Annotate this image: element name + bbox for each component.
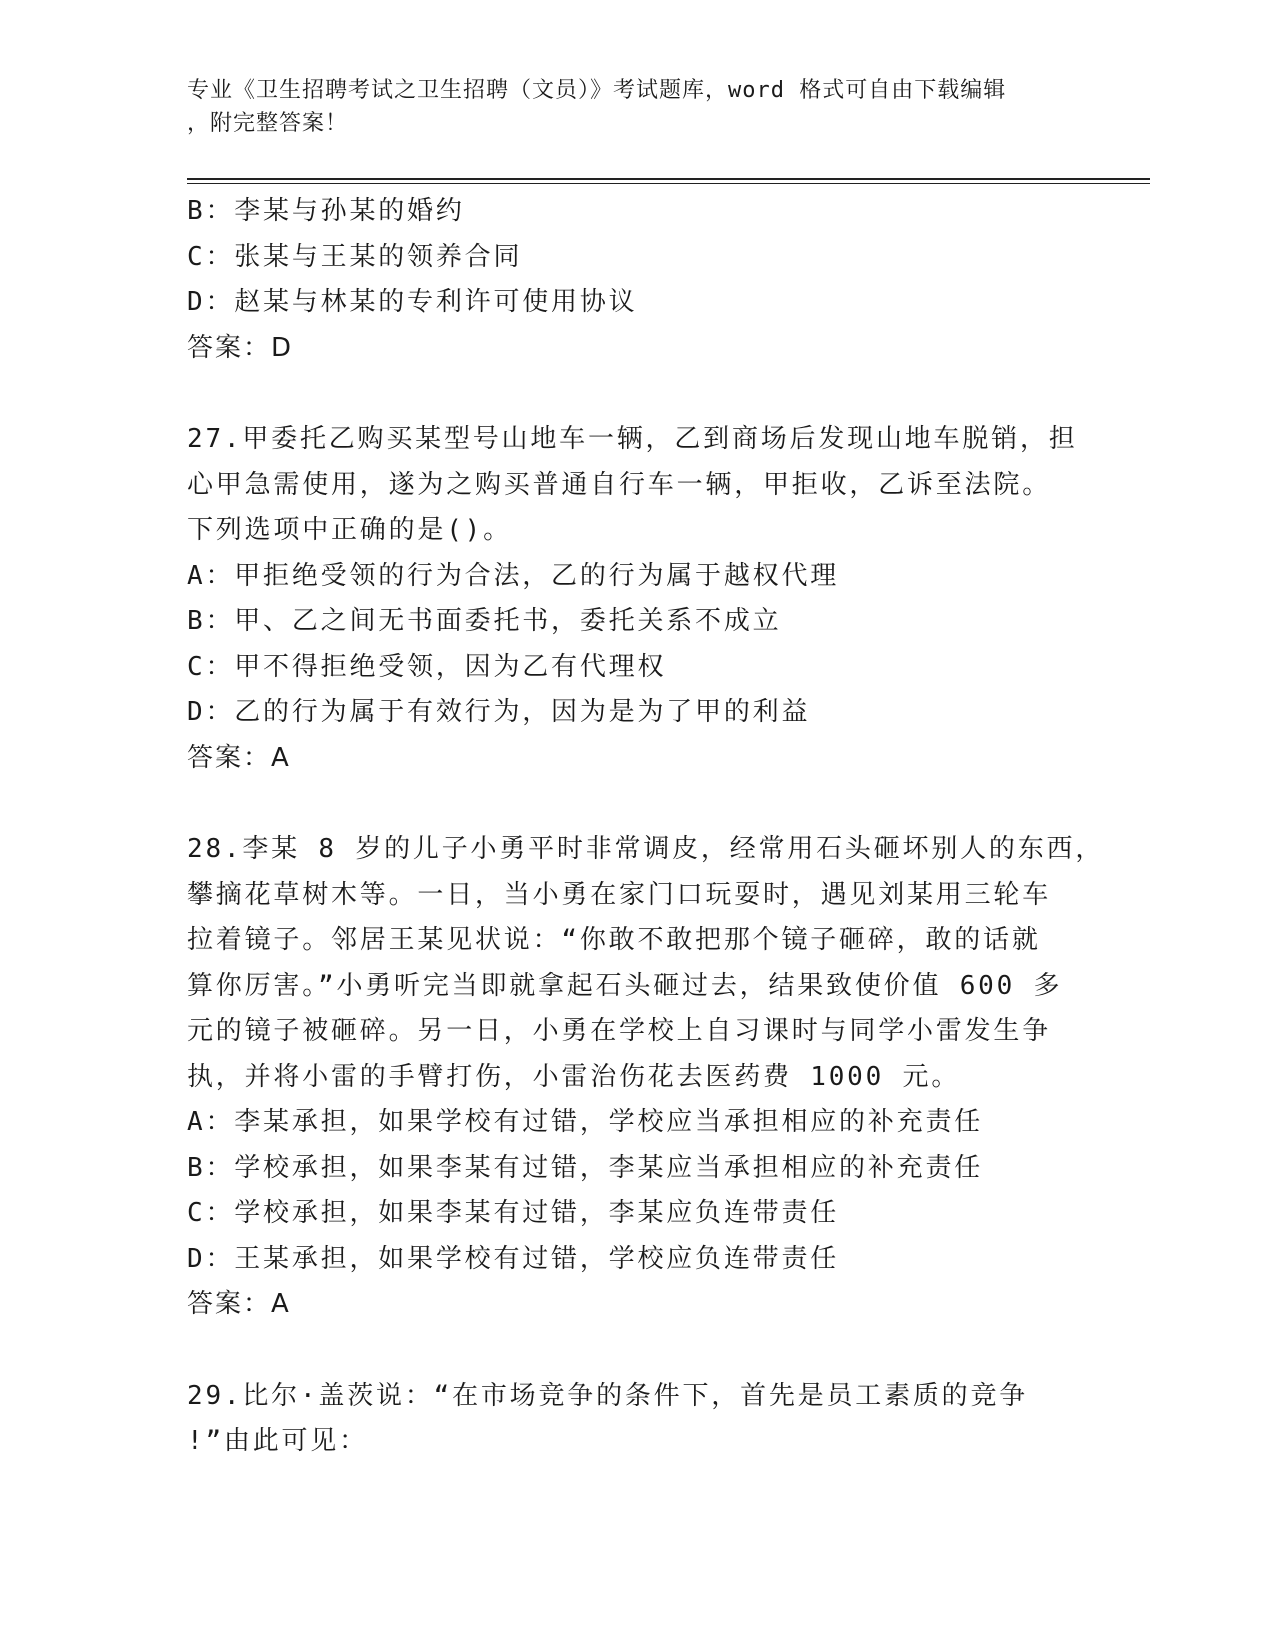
option-c: C：甲不得拒绝受领，因为乙有代理权	[187, 651, 667, 682]
answer-value: A	[271, 1289, 291, 1319]
page-header	[187, 74, 1067, 140]
answer-label: 答案：	[187, 742, 272, 773]
question-stem-line: 算你厉害。”小勇听完当即就拿起石头砸过去，结果致使价值 600 多	[187, 970, 1063, 1001]
option-a: A：李某承担，如果学校有过错，学校应当承担相应的补充责任	[187, 1107, 984, 1137]
question-stem-line: 28.李某 8 岁的儿子小勇平时非常调皮，经常用石头砸坏别人的东西，	[187, 834, 1105, 864]
header-divider-thin	[187, 183, 1150, 184]
option-d: D：王某承担，如果学校有过错，学校应负连带责任	[187, 1243, 840, 1274]
question-stem-line: !”由此可见：	[187, 1426, 368, 1456]
question-stem-line: 下列选项中正确的是()。	[187, 515, 512, 545]
answer-line	[187, 326, 1067, 372]
option-c: C：学校承担，如果李某有过错，李某应负连带责任	[187, 1198, 840, 1228]
option-d: D：乙的行为属于有效行为，因为是为了甲的利益	[187, 697, 811, 727]
question-28	[187, 827, 1105, 1328]
question-stem-line: 拉着镜子。邻居王某见状说：“你敢不敢把那个镜子砸碎，敢的话就	[187, 925, 1041, 955]
document-body	[187, 189, 1105, 1465]
answer-value: A	[271, 742, 291, 773]
question-29	[187, 1374, 1067, 1465]
question-gap	[187, 371, 1067, 417]
question-27	[187, 417, 1078, 781]
answer-label: 答案：	[187, 1289, 272, 1319]
option-b: B：甲、乙之间无书面委托书，委托关系不成立	[187, 606, 782, 636]
answer-line	[187, 736, 1067, 782]
question-stem-line: 攀摘花草树木等。一日，当小勇在家门口玩耍时，遇见刘某用三轮车	[187, 879, 1052, 910]
header-divider-thick	[187, 178, 1150, 180]
answer-line	[187, 1282, 1067, 1328]
question-gap	[187, 781, 1067, 827]
question-stem-line: 心甲急需使用，遂为之购买普通自行车一辆，甲拒收，乙诉至法院。	[187, 469, 1052, 500]
option-a: A：甲拒绝受领的行为合法，乙的行为属于越权代理	[187, 560, 840, 591]
header-line-1: 专业《卫生招聘考试之卫生招聘（文员）》考试题库，word 格式可自由下载编辑	[187, 78, 1007, 103]
option-b: B：学校承担，如果李某有过错，李某应当承担相应的补充责任	[187, 1152, 984, 1183]
question-stem-line: 元的镜子被砸碎。另一日，小勇在学校上自习课时与同学小雷发生争	[187, 1016, 1052, 1046]
question-stem-line: 27.甲委托乙购买某型号山地车一辆，乙到商场后发现山地车脱销，担	[187, 424, 1078, 454]
question-stem-line: 29.比尔·盖茨说：“在市场竞争的条件下，首先是员工素质的竞争	[187, 1380, 1029, 1411]
answer-value: D	[271, 332, 294, 363]
option-c: C：张某与王某的领养合同	[187, 241, 523, 272]
answer-label: 答案：	[187, 332, 272, 363]
header-line-2: ，附完整答案！	[187, 111, 349, 136]
option-d: D：赵某与林某的专利许可使用协议	[187, 287, 638, 317]
question-gap	[187, 1328, 1067, 1374]
question-stem-line: 执，并将小雷的手臂打伤，小雷治伤花去医药费 1000 元。	[187, 1061, 961, 1092]
continued-question	[187, 189, 1067, 371]
option-b: B：李某与孙某的婚约	[187, 196, 465, 226]
